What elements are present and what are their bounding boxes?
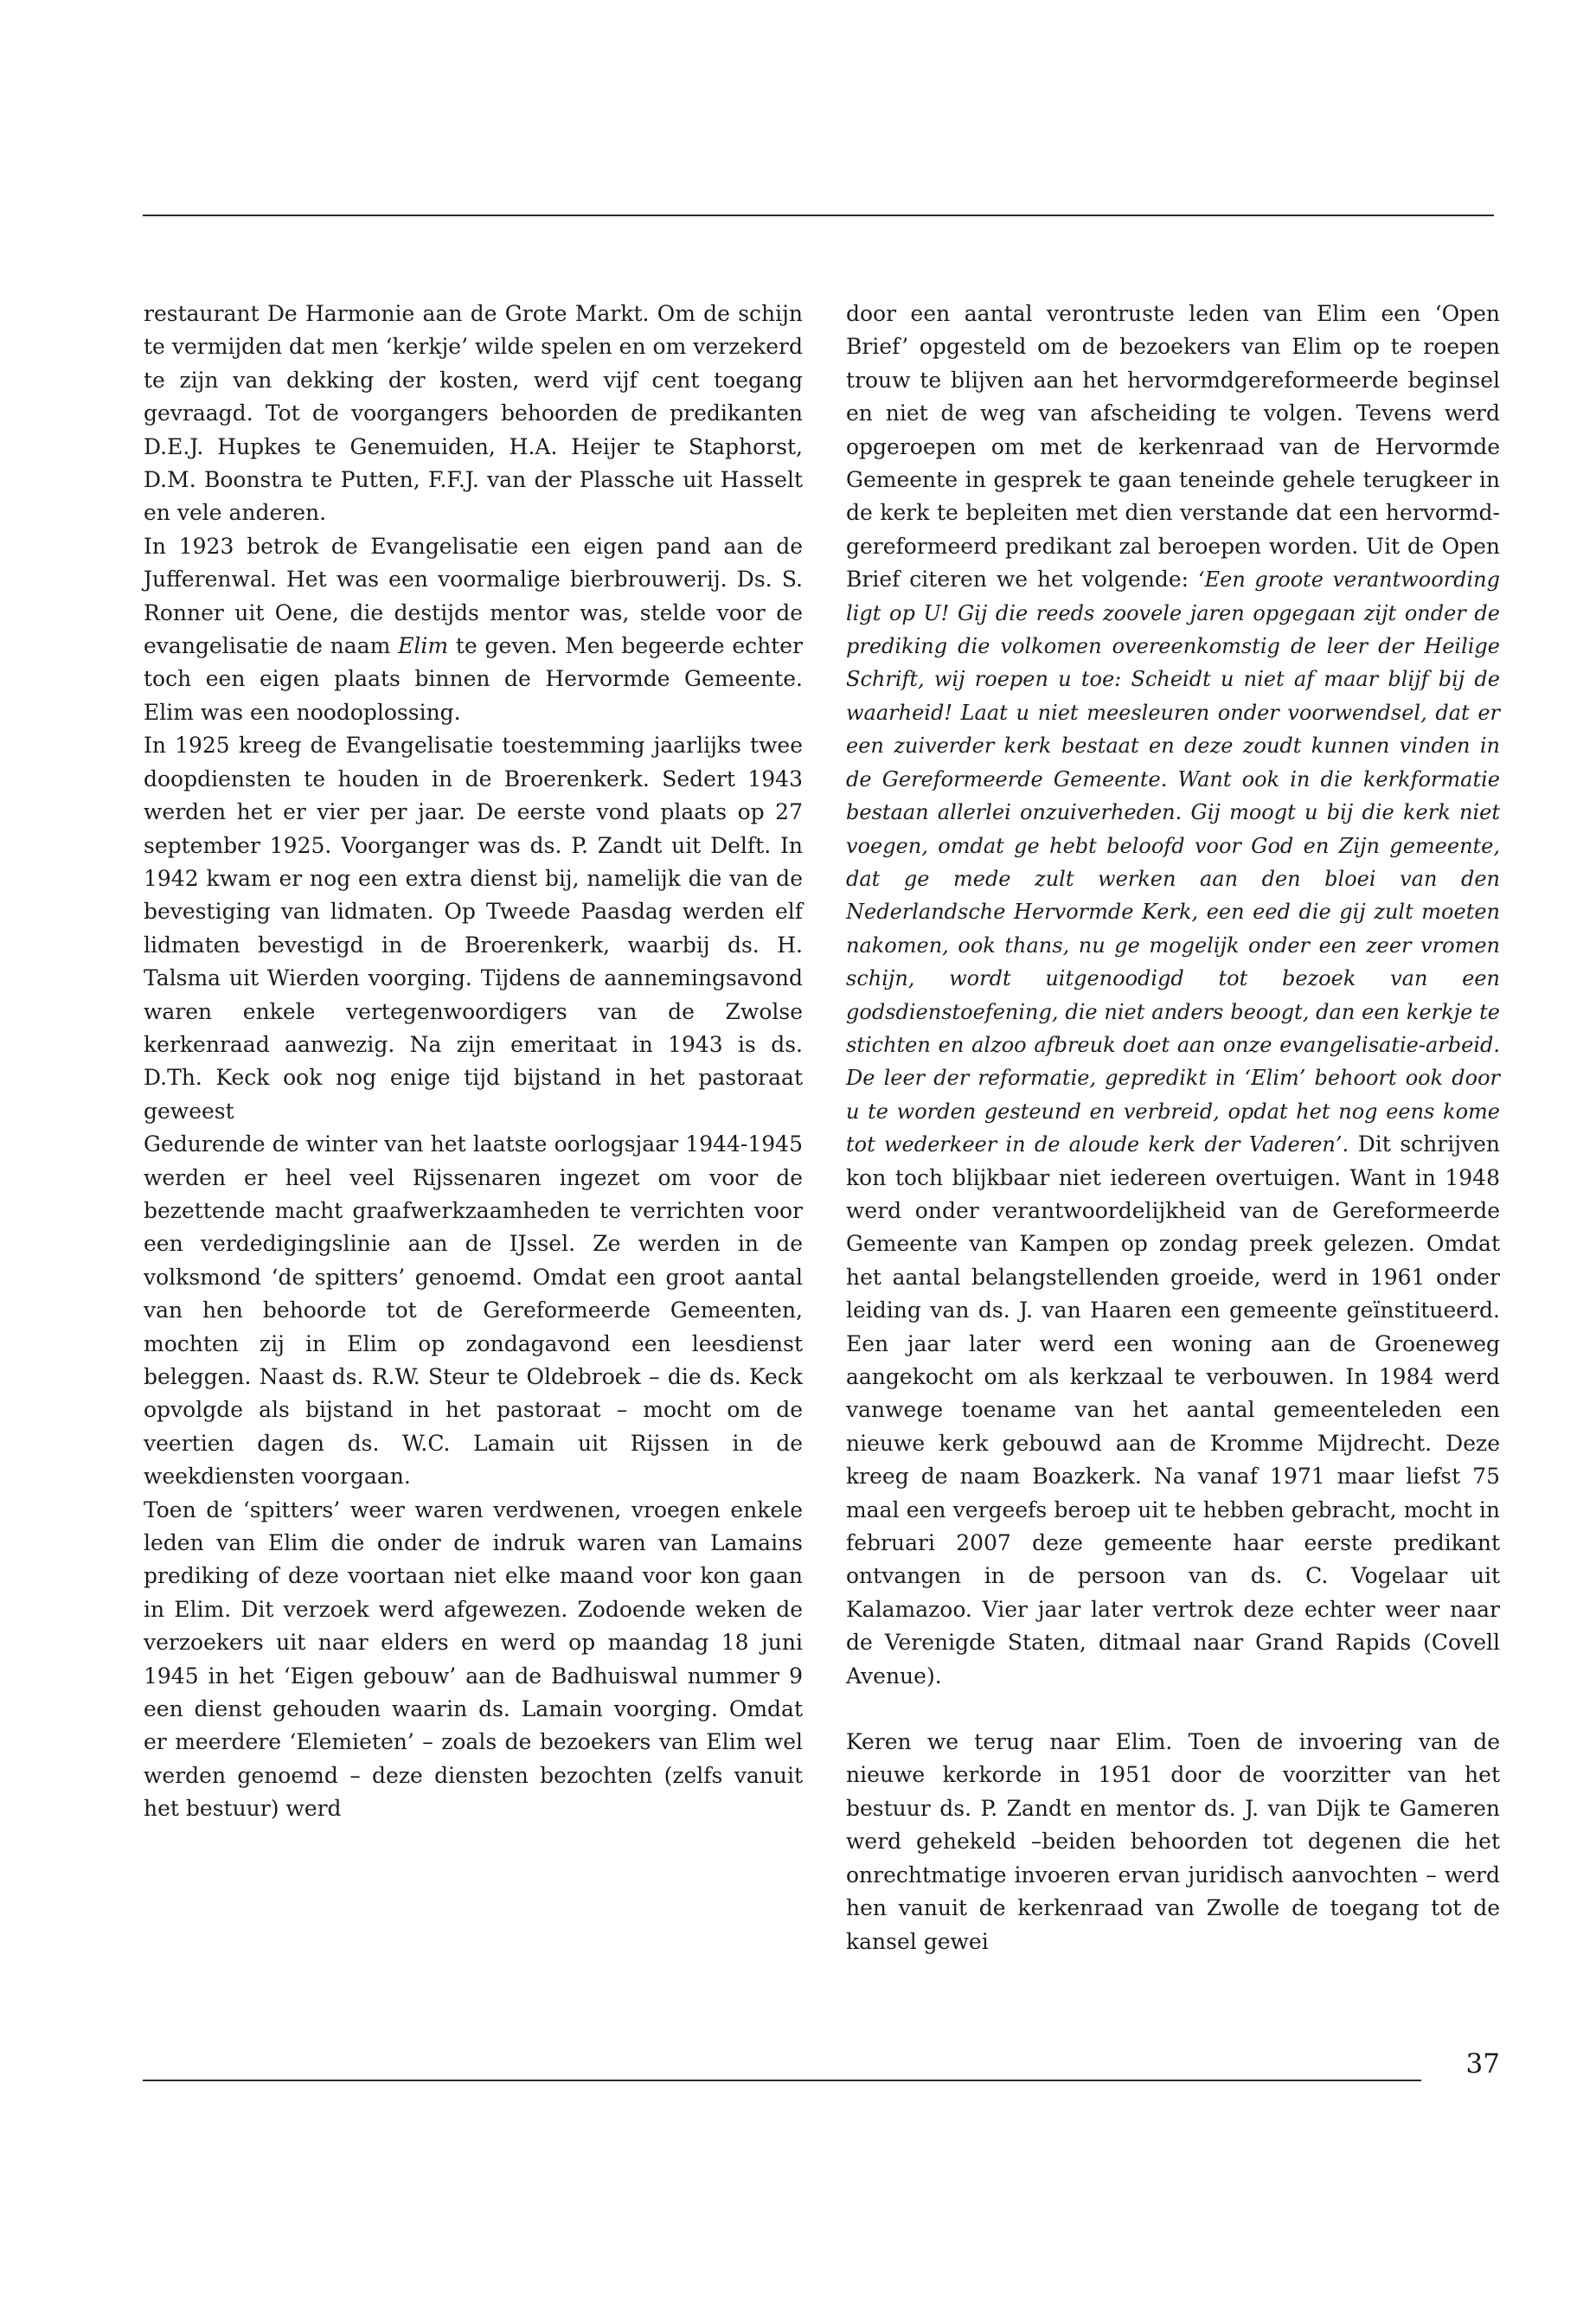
page-number: 37 xyxy=(1465,2048,1500,2080)
paragraph-text: Dit schrijven kon toch blijkbaar niet iedereen overtuigen. Want in 1948 werd onder verantwoordelijkheid van de Gereformeerde Gemeente van Kampen op zondag preek gelezen. Omdat het aantal belangstellenden groeide, werd in 1961 onder leiding van ds. J. van Haaren een gemeente geïnstitueerd. Een jaar later werd een woning aan de Groeneweg aangekocht om als kerkzaal te verbouwen. In 1984 werd vanwege toename van het aantal gemeenteleden een nieuwe kerk gebouwd aan de Kromme Mijdrecht. Deze kreeg de naam Boazkerk. Na vanaf 1971 maar liefst 75 maal een vergeefs beroep uit te hebben gebracht, mocht in februari 2007 deze gemeente haar eerste predikant ontvangen in de persoon van ds. C. Vogelaar uit Kalamazoo. Vier jaar later vertrok deze echter weer naar de Verenigde Staten, ditmaal naar Grand Rapids (Covell Avenue). xyxy=(846,1131,1500,1689)
paragraph xyxy=(144,530,803,729)
emphasis-name: Elim xyxy=(398,633,449,659)
paragraph: Gedurende de winter van het laatste oorlogsjaar 1944-1945 werden er heel veel Rijssenaren ingezet om voor de bezettende macht graafwerkzaamheden te verrichten voor een verdedigingslinie aan de IJssel. Ze werden in de volksmond ‘de spitters’ genoemd. Omdat een groot aantal van hen behoorde tot de Gereformeerde Gemeenten, mochten zij in Elim op zondagavond een leesdienst beleggen. Naast ds. R.W. Steur te Oldebroek – die ds. Keck opvolgde als bijstand in het pastoraat – mocht om de veertien dagen ds. W.C. Lamain uit Rijssen in de weekdiensten voorgaan. xyxy=(144,1131,803,1490)
paragraph: Toen de ‘spitters’ weer waren verdwenen, vroegen enkele leden van Elim die onder de indruk waren van Lamains prediking of deze voortaan niet elke maand voor kon gaan in Elim. Dit verzoek werd afgewezen. Zodoende weken de verzoekers uit naar elders en werd op maandag 18 juni 1945 in het ‘Eigen gebouw’ aan de Badhuiswal nummer 9 een dienst gehouden waarin ds. Lamain voorging. Omdat er meerdere ‘Elemieten’ – zoals de bezoekers van Elim wel werden genoemd – deze diensten bezochten (zelfs vanuit het bestuur) werd xyxy=(144,1497,803,1822)
header-rule xyxy=(143,215,1494,216)
paragraph-text: In 1923 betrok de Evangelisatie een eigen pand aan de Jufferenwal. Het was een voormalige bierbrouwerij. Ds. S. Ronner uit Oene, die destijds mentor was, stelde voor de evangelisatie de naam xyxy=(144,533,803,659)
paragraph: restaurant De Harmonie aan de Grote Markt. Om de schijn te vermijden dat men ‘kerkje’ wilde spelen en om verzekerd te zijn van dekking der kosten, werd vijf cent toegang gevraagd. Tot de voorgangers behoorden de predikanten D.E.J. Hupkes te Genemuiden, H.A. Heijer te Staphorst, D.M. Boonstra te Putten, F.F.J. van der Plassche uit Hasselt en vele anderen. xyxy=(144,301,803,526)
left-column xyxy=(144,298,803,1826)
right-column xyxy=(846,298,1500,1958)
paragraph-text: door een aantal verontruste leden van Elim een ‘Open Brief’ opgesteld om de bezoekers van Elim op te roepen trouw te blijven aan het hervormdgereformeerde beginsel en niet de weg van afscheiding te volgen. Tevens werd opgeroepen om met de kerkenraad van de Hervormde Gemeente in gesprek te gaan teneinde gehele terugkeer in de kerk te bepleiten met dien verstande dat een hervormdgereformeerd predikant zal beroepen worden. Uit de Open Brief citeren we het volgende: xyxy=(846,301,1500,593)
paragraph: Keren we terug naar Elim. Toen de invoering van de nieuwe kerkorde in 1951 door de voorzitter van het bestuur ds. P. Zandt en mentor ds. J. van Dijk te Gameren werd gehekeld –beiden behoorden tot degenen die het onrechtmatige invoeren ervan juridisch aanvochten – werd hen vanuit de kerkenraad van Zwolle de toegang tot de kansel gewei xyxy=(846,1729,1500,1954)
paragraph: In 1925 kreeg de Evangelisatie toestemming jaarlijks twee doopdiensten te houden in de Broerenkerk. Sedert 1943 werden het er vier per jaar. De eerste vond plaats op 27 september 1925. Voorganger was ds. P. Zandt uit Delft. In 1942 kwam er nog een extra dienst bij, namelijk die van de bevestiging van lidmaten. Op Tweede Paasdag werden elf lidmaten bevestigd in de Broerenkerk, waarbij ds. H. Talsma uit Wierden voorging. Tijdens de aannemingsavond waren enkele vertegenwoordigers van de Zwolse kerkenraad aanwezig. Na zijn emeritaat in 1943 is ds. D.Th. Keck ook nog enige tijd bijstand in het pastoraat geweest xyxy=(144,733,803,1124)
footer-rule xyxy=(143,2080,1421,2081)
paragraph-text: te geven. Men begeerde echter toch een eigen plaats binnen de Hervormde Gemeente. Elim was een noodoplossing. xyxy=(144,633,804,725)
paragraph xyxy=(846,298,1500,1693)
open-brief-quote: ‘Een groote verantwoording ligt op U! Gij die reeds zoovele jaren opgegaan zijt onder de prediking die volkomen overeenkomstig de leer der Heilige Schrift, wij roepen u toe: Scheidt u niet af maar blijf bij de waarheid! Laat u niet meesleuren onder voorwendsel, dat er een zuiverder kerk bestaat en deze zoudt kunnen vinden in de Gereformeerde Gemeente. Want ook in die kerkformatie bestaan allerlei onzuiverheden. Gij moogt u bij die kerk niet voegen, omdat ge hebt beloofd voor God en Zijn gemeente, dat ge mede zult werken aan den bloei van den Nederlandsche Hervormde Kerk, een eed die gij zult moeten nakomen, ook thans, nu ge mogelijk onder een zeer vromen schijn, wordt uitgenoodigd tot bezoek van een godsdienstoefening, die niet anders beoogt, dan een kerkje te stichten en alzoo afbreuk doet aan onze evangelisatie-arbeid. De leer der reformatie, gepredikt in ‘Elim’ behoort ook door u te worden gesteund en verbreid, opdat het nog eens kome tot wederkeer in de aloude kerk der Vaderen’. xyxy=(846,567,1500,1157)
